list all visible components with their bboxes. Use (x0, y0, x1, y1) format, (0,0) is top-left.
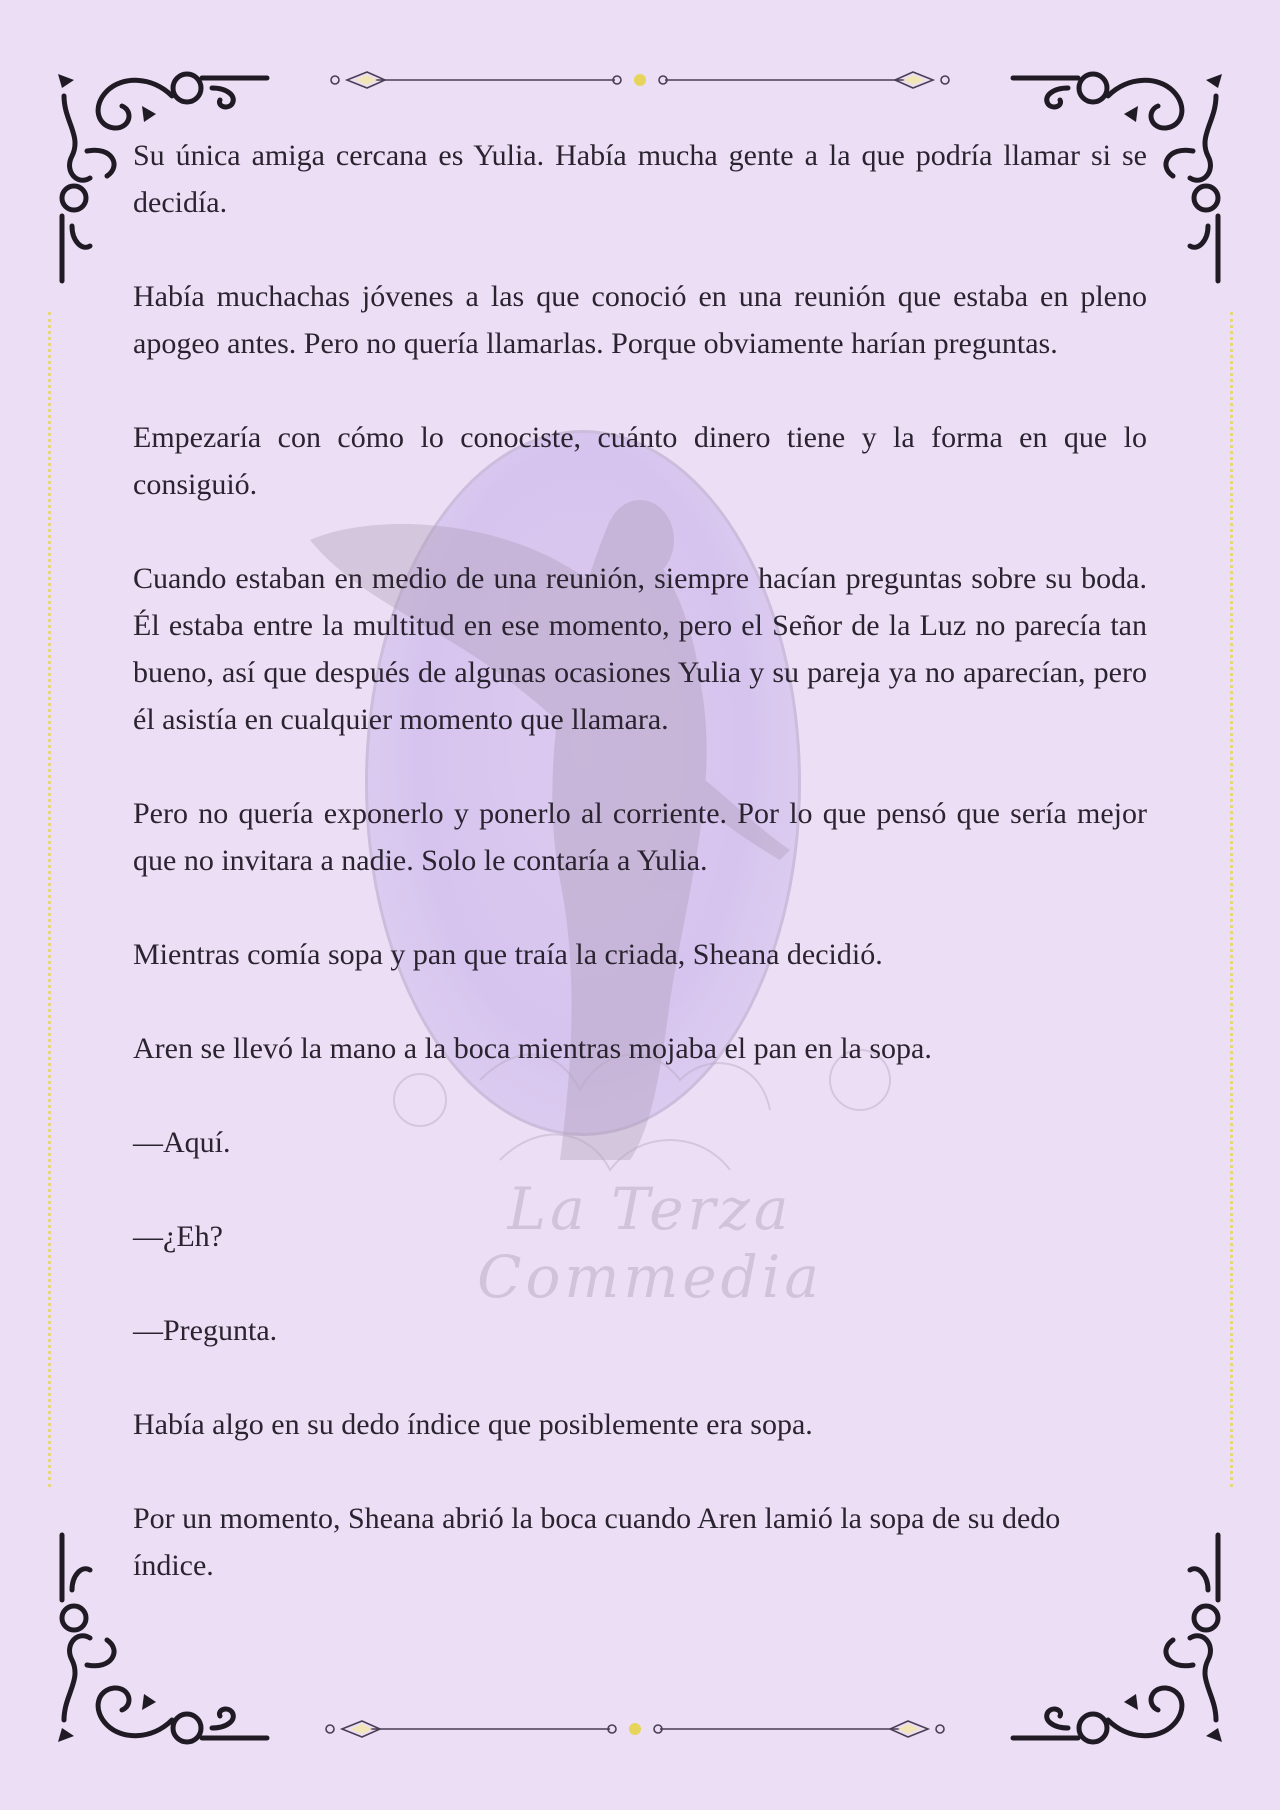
right-dotted-border (1230, 312, 1233, 1487)
paragraph: Por un momento, Sheana abrió la boca cuando Aren lamió la sopa de su dedo índice. (133, 1502, 1061, 1582)
paragraph: Su única amiga cercana es Yulia. Había mucha gente a la que podría llamar si se decidía. (133, 139, 1147, 219)
left-dotted-border (48, 312, 51, 1487)
watermark-text: La Terza Commedia (477, 1175, 823, 1311)
divider-bottom-icon (320, 1715, 950, 1743)
paragraph: Había algo en su dedo índice que posiblemente era sopa. (133, 1408, 813, 1441)
dialogue-line: —Aquí. (133, 1126, 231, 1159)
story-text (133, 132, 1147, 1636)
paragraph: Aren se llevó la mano a la boca mientras mojaba el pan en la sopa. (133, 1032, 932, 1065)
dialogue-line: —Pregunta. (133, 1314, 278, 1347)
paragraph: Mientras comía sopa y pan que traía la criada, Sheana decidió. (133, 938, 883, 971)
paragraph: Pero no quería exponerlo y ponerlo al corriente. Por lo que pensó que sería mejor que no invitara a nadie. Solo le contaría a Yulia. (133, 797, 1147, 877)
paragraph: Empezaría con cómo lo conociste, cuánto dinero tiene y la forma en que lo consiguió. (133, 421, 1147, 501)
divider-top-icon (325, 66, 955, 94)
paragraph: Había muchachas jóvenes a las que conoció en una reunión que estaba en pleno apogeo antes. Pero no quería llamarlas. Porque obviamente harían preguntas. (133, 280, 1147, 360)
dialogue-line: —¿Eh? (133, 1220, 223, 1253)
paragraph: Cuando estaban en medio de una reunión, siempre hacían preguntas sobre su boda. Él estaba entre la multitud en ese momento, pero el Señor de la Luz no parecía tan bueno, así que después de algunas ocasiones Yulia y su pareja ya no aparecían, pero él asistía en cualquier momento que llamara. (133, 562, 1147, 736)
